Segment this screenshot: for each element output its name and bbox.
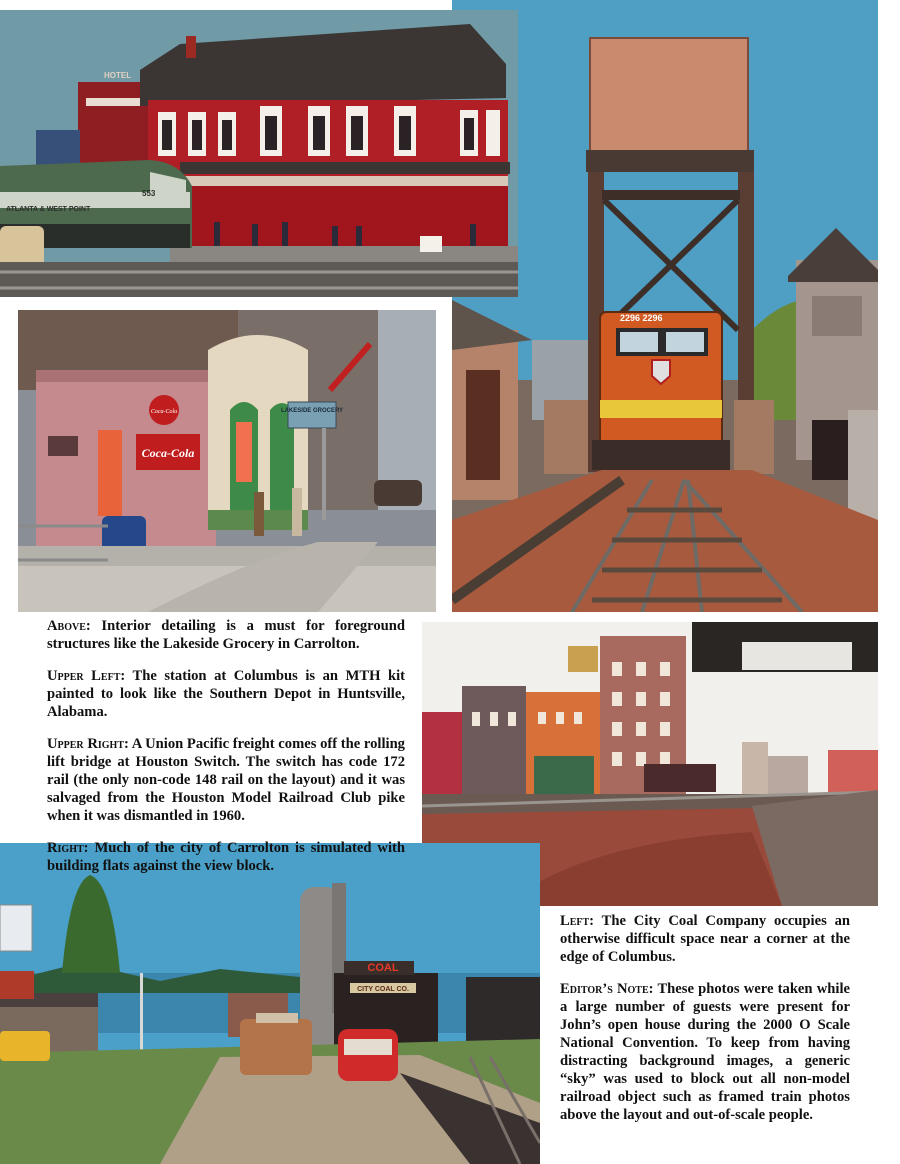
photo-lakeside-grocery <box>18 310 436 612</box>
caption-label: Upper Right: <box>47 736 129 752</box>
caption-text: These photos were taken while a large number of guests were present for John’s open house during the 2000 O Scale National Convention. To keep from having distracting background images, a generic “sky” was used to block out all non-model railroad object such as framed train photos above the layout and out-of-scale people. <box>560 981 850 1123</box>
caption-text: A Union Pacific freight comes off the rolling lift bridge at Houston Switch. The switch has code 172 rail (the only non-code 148 rail on the layout) and it was salvaged from the Houston Model Railroad Club pike when it was dismantled in 1960. <box>47 736 405 824</box>
caption-label: Editor’s Note: <box>560 981 654 997</box>
caption-block-middle-left <box>47 617 405 889</box>
city-coal-co-sign: CITY COAL CO. <box>357 986 409 993</box>
caption-block-bottom-right <box>560 912 850 1138</box>
caption-left <box>560 912 850 966</box>
caption-right <box>47 839 405 875</box>
hotel-sign: HOTEL <box>104 71 132 80</box>
coke-wall-sign: Coca-Cola <box>141 446 195 460</box>
caption-label: Above: <box>47 618 91 634</box>
photo-city-coal-company <box>0 843 540 1164</box>
caption-editors-note <box>560 980 850 1124</box>
lakeside-street-sign: LAKESIDE GROCERY <box>280 408 344 414</box>
caption-above <box>47 617 405 653</box>
caption-label: Upper Left: <box>47 668 126 684</box>
locomotive-lettering: ATLANTA & WEST POINT <box>6 206 91 213</box>
caption-text: Interior detailing is a must for foreground structures like the Lakeside Grocery in Carrolton. <box>47 618 405 652</box>
caption-upper-left <box>47 667 405 721</box>
locomotive-number: 553 <box>142 189 156 198</box>
up-cab-number: 2296 2296 <box>620 313 663 323</box>
coke-disc-sign: Coca-Cola <box>150 409 178 415</box>
caption-text: Much of the city of Carrolton is simulated with building flats against the view block. <box>47 840 405 874</box>
photo-columbus-station <box>0 10 518 297</box>
caption-upper-right <box>47 735 405 825</box>
coal-sign: COAL <box>367 962 399 974</box>
caption-text: The station at Columbus is an MTH kit painted to look like the Southern Depot in Huntsville, Alabama. <box>47 668 406 720</box>
caption-label: Left: <box>560 913 595 929</box>
caption-label: Right: <box>47 840 89 856</box>
caption-text: The City Coal Company occupies an otherwise difficult space near a corner at the edge of Columbus. <box>560 913 850 965</box>
